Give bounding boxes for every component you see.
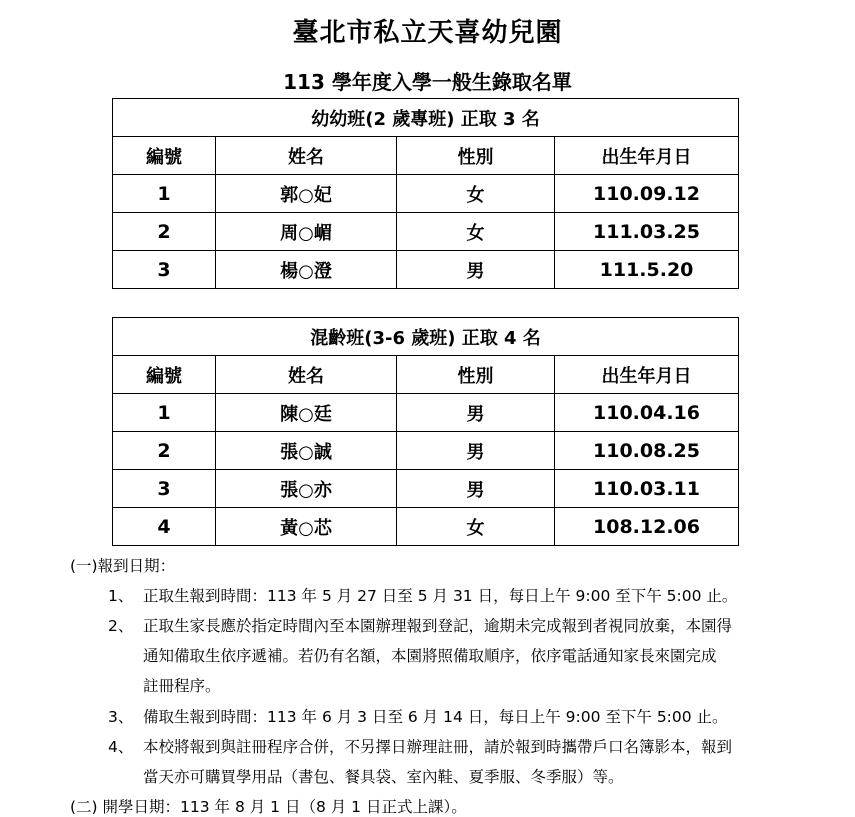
column-header-birthdate: 出生年月日 [555, 356, 739, 394]
cell-name: 楊○澄 [216, 251, 397, 289]
list-item-text: 註冊程序。 [143, 677, 221, 695]
cell-gender: 女 [397, 213, 555, 251]
list-item-text: 當天亦可購買學用品（書包、餐具袋、室內鞋、夏季服、冬季服）等。 [143, 768, 624, 786]
table-row [113, 394, 739, 432]
cell-number: 3 [113, 251, 216, 289]
cell-name: 張○亦 [216, 470, 397, 508]
section-heading-school-start: (二) 開學日期：113 年 8 月 1 日（8 月 1 日正式上課）。 [70, 798, 467, 816]
cell-birthdate: 110.08.25 [555, 432, 739, 470]
column-header-gender: 性別 [397, 137, 555, 175]
list-item-text: 正取生報到時間：113 年 5 月 27 日至 5 月 31 日，每日上午 9:00 至下午 5:00 止。 [143, 587, 738, 605]
table-row [113, 470, 739, 508]
cell-birthdate: 108.12.06 [555, 508, 739, 546]
cell-name: 黃○芯 [216, 508, 397, 546]
cell-gender: 女 [397, 175, 555, 213]
cell-gender: 男 [397, 432, 555, 470]
cell-gender: 男 [397, 470, 555, 508]
table-row [113, 432, 739, 470]
roster-table-toddler [112, 98, 739, 289]
table-row [113, 175, 739, 213]
cell-birthdate: 110.04.16 [555, 394, 739, 432]
table-caption: 混齡班(3-6 歲班) 正取 4 名 [113, 318, 739, 356]
list-item-number: 4、 [108, 738, 134, 756]
cell-name: 周○嵋 [216, 213, 397, 251]
list-item-text: 備取生報到時間：113 年 6 月 3 日至 6 月 14 日，每日上午 9:00 至下午 5:00 止。 [143, 708, 728, 726]
column-header-birthdate: 出生年月日 [555, 137, 739, 175]
column-header-name: 姓名 [216, 137, 397, 175]
cell-name: 郭○妃 [216, 175, 397, 213]
cell-name: 陳○廷 [216, 394, 397, 432]
cell-number: 2 [113, 213, 216, 251]
section-heading-registration: (一)報到日期： [70, 557, 176, 575]
page-title: 臺北市私立天喜幼兒園 [292, 18, 563, 48]
table-caption: 幼幼班(2 歲專班) 正取 3 名 [113, 99, 739, 137]
table-row [113, 508, 739, 546]
list-item-number: 3、 [108, 708, 134, 726]
cell-name: 張○誠 [216, 432, 397, 470]
cell-number: 4 [113, 508, 216, 546]
roster-table-mixed-age [112, 317, 739, 546]
column-header-number: 編號 [113, 356, 216, 394]
cell-number: 3 [113, 470, 216, 508]
list-item-text: 本校將報到與註冊程序合併，不另擇日辦理註冊，請於報到時攜帶戶口名簿影本，報到 [143, 738, 733, 756]
column-header-gender: 性別 [397, 356, 555, 394]
cell-gender: 男 [397, 394, 555, 432]
cell-number: 1 [113, 175, 216, 213]
table-row [113, 213, 739, 251]
table-row [113, 251, 739, 289]
cell-number: 1 [113, 394, 216, 432]
cell-birthdate: 110.03.11 [555, 470, 739, 508]
cell-gender: 男 [397, 251, 555, 289]
cell-birthdate: 110.09.12 [555, 175, 739, 213]
cell-birthdate: 111.03.25 [555, 213, 739, 251]
column-header-name: 姓名 [216, 356, 397, 394]
cell-gender: 女 [397, 508, 555, 546]
column-header-number: 編號 [113, 137, 216, 175]
cell-number: 2 [113, 432, 216, 470]
list-item-text: 正取生家長應於指定時間內至本園辦理報到登記，逾期未完成報到者視同放棄，本園得 [143, 617, 733, 635]
list-item-number: 1、 [108, 587, 134, 605]
list-item-text: 通知備取生依序遞補。若仍有名額，本園將照備取順序，依序電話通知家長來園完成 [143, 647, 717, 665]
list-item-number: 2、 [108, 617, 134, 635]
page-subtitle: 113 學年度入學一般生錄取名單 [283, 70, 572, 94]
cell-birthdate: 111.5.20 [555, 251, 739, 289]
